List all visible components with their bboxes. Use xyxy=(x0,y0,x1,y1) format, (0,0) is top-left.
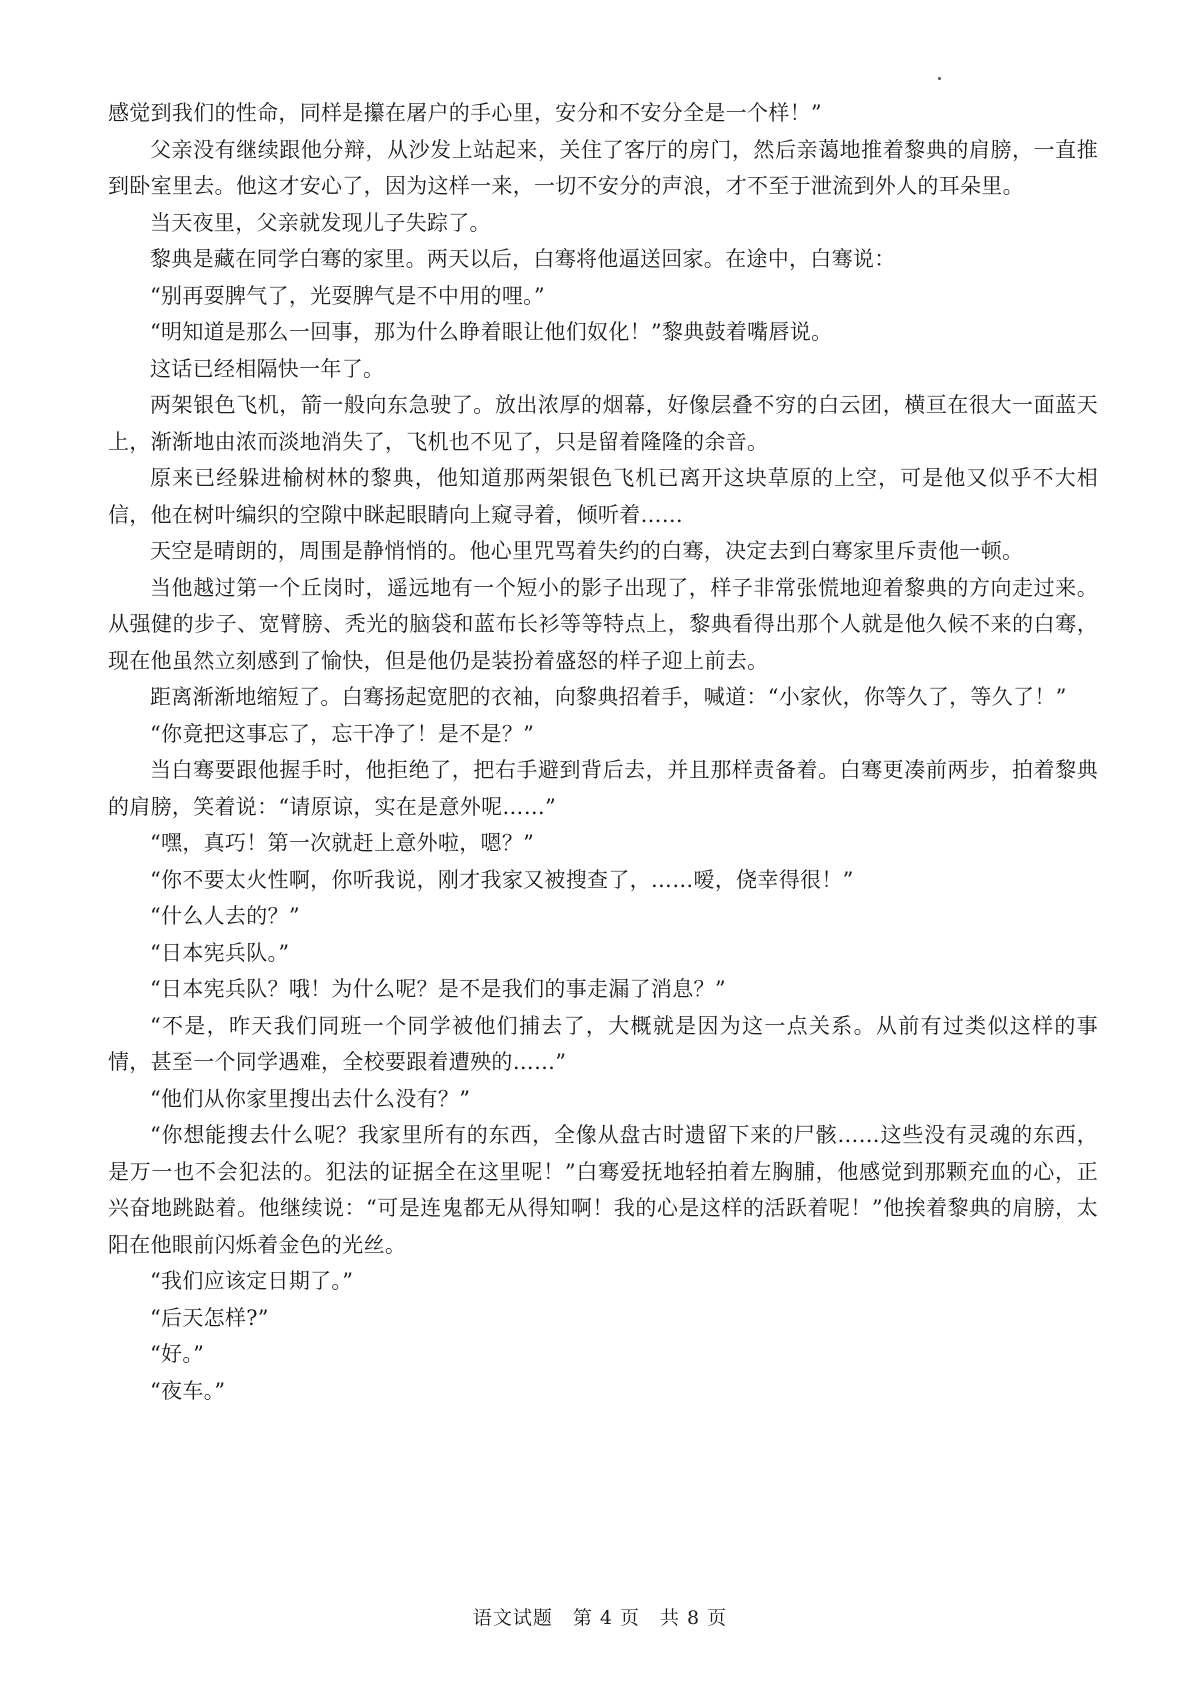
paragraph: “日本宪兵队？哦！为什么呢？是不是我们的事走漏了消息？” xyxy=(150,977,726,1001)
paragraph: “你想能搜去什么呢？我家里所有的东西，全像从盘古时遗留下来的尸骸……这些没有灵魂的东西，是万一也不会犯法的。犯法的证据全在这里呢！”白骞爱抚地轻拍着左胸脯，他感觉到那颗充血的心，正兴奋地跳跶着。他继续说：“可是连鬼都无从得知啊！我的心是这样的活跃着呢！”他挨着黎典的肩膀，太阳在他眼前闪烁着金色的光丝。 xyxy=(108,1123,1098,1257)
paragraph: 距离渐渐地缩短了。白骞扬起宽肥的衣袖，向黎典招着手，喊道：“小家伙，你等久了，等久了！” xyxy=(150,685,1067,709)
paragraph: “什么人去的？” xyxy=(150,904,300,928)
paragraph: “明知道是那么一回事，那为什么睁着眼让他们奴化！”黎典鼓着嘴唇说。 xyxy=(150,320,833,344)
scan-speck xyxy=(938,77,941,80)
paragraph: 感觉到我们的性命，同样是攥在屠户的手心里，安分和不安分全是一个样！” xyxy=(108,101,822,125)
paragraph: “后天怎样?” xyxy=(150,1305,269,1330)
paragraph: “你竟把这事忘了，忘干净了！是不是？” xyxy=(150,721,535,746)
paragraph: 当白骞要跟他握手时，他拒绝了，把右手避到背后去，并且那样责备着。白骞更凑前两步，拍着黎典的肩膀，笑着说：“请原谅，实在是意外呢……” xyxy=(108,758,1098,819)
paragraph: 两架银色飞机，箭一般向东急驶了。放出浓厚的烟幕，好像层叠不穷的白云团，横亘在很大一面蓝天上，渐渐地由浓而淡地消失了，飞机也不见了，只是留着隆隆的余音。 xyxy=(108,393,1098,454)
paragraph: 当他越过第一个丘岗时，遥远地有一个短小的影子出现了，样子非常张慌地迎着黎典的方向走过来。从强健的步子、宽臂膀、秃光的脑袋和蓝布长衫等等特点上，黎典看得出那个人就是他久候不来的白骞，现在他虽然立刻感到了愉快，但是他仍是装扮着盛怒的样子迎上前去。 xyxy=(108,575,1098,673)
paragraph: “嘿，真巧！第一次就赶上意外啦，嗯？” xyxy=(150,831,535,855)
paragraph: 黎典是藏在同学白骞的家里。两天以后，白骞将他逼送回家。在途中，白骞说： xyxy=(150,247,896,271)
paragraph: 这话已经相隔快一年了。 xyxy=(150,356,385,381)
paragraph: “好。” xyxy=(150,1342,205,1366)
paragraph: 原来已经躲进榆树林的黎典，他知道那两架银色飞机已离开这块草原的上空，可是他又似乎不大相信，他在树叶编织的空隙中眯起眼睛向上窥寻着，倾听着…… xyxy=(108,466,1098,527)
paragraph: “夜车。” xyxy=(150,1378,226,1403)
paragraph: “不是，昨天我们同班一个同学被他们捕去了，大概就是因为这一点关系。从前有过类似这样的事情，甚至一个同学遇难，全校要跟着遭殃的……” xyxy=(108,1013,1098,1074)
paragraph: 当天夜里，父亲就发现儿子失踪了。 xyxy=(150,210,491,235)
paragraph: “他们从你家里搜出去什么没有？” xyxy=(150,1086,471,1111)
article-body xyxy=(108,95,1098,1409)
paragraph: 父亲没有继续跟他分辩，从沙发上站起来，关住了客厅的房门，然后亲蔼地推着黎典的肩膀，一直推到卧室里去。他这才安心了，因为这样一来，一切不安分的声浪，才不至于泄流到外人的耳朵里。 xyxy=(108,137,1098,198)
paragraph: “你不要太火性啊，你听我说，刚才我家又被搜查了，……嗳，侥幸得很！” xyxy=(150,867,854,892)
paragraph: “日本宪兵队。” xyxy=(150,940,290,965)
paragraph: “我们应该定日期了。” xyxy=(150,1269,354,1293)
paragraph: “别再耍脾气了，光耍脾气是不中用的哩。” xyxy=(150,283,545,308)
paragraph: 天空是晴朗的，周围是静悄悄的。他心里咒骂着失约的白骞，决定去到白骞家里斥责他一顿。 xyxy=(150,539,1024,563)
page-footer: 语文试题 第 4 页 共 8 页 xyxy=(472,1607,728,1629)
